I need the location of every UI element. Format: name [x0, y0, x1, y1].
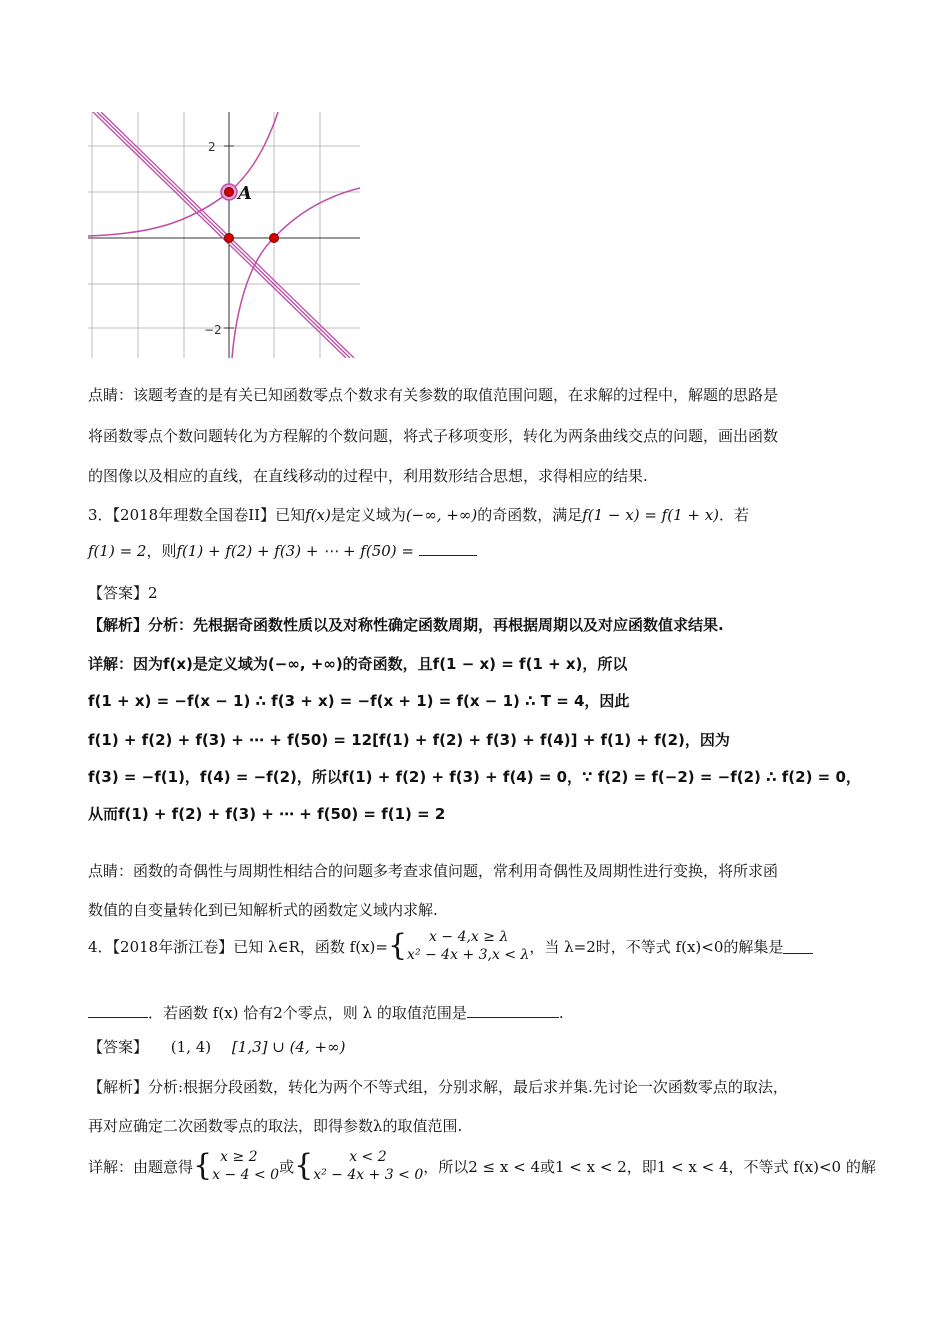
- q3-domain: (−∞, +∞): [405, 506, 478, 524]
- q4-analysis-2: 再对应确定二次函数零点的取法，即得参数λ的取值范围.: [88, 1117, 463, 1135]
- q4-system-1-brace-icon: {: [193, 1148, 213, 1183]
- q4-detail-c: ，所以2 ≤ x < 4或1 < x < 2，即1 < x < 4，不等式 f(x)<0 的解: [423, 1157, 876, 1176]
- q4-text-a: 4．【2018年浙江卷】已知 λ∈R，函数 f(x)=: [88, 937, 388, 956]
- q4-detail-or: 或: [279, 1157, 295, 1176]
- q3-analysis-1: 【解析】分析：先根据奇函数性质以及对称性确定函数周期，再根据周期以及对应函数值求结果.: [88, 616, 724, 634]
- q4-blank-1b: [88, 1003, 148, 1018]
- q4-text-l2end: .: [558, 1004, 564, 1022]
- q3-symmetry: f(1 − x) = f(1 + x): [582, 506, 720, 524]
- q4-text-l2: ．若函数 f(x) 恰有2个零点，则 λ 的取值范围是: [148, 1004, 467, 1022]
- q3-fx: f(x): [305, 506, 331, 524]
- q3-analysis-2: 详解：因为f(x)是定义域为(−∞, +∞)的奇函数，且f(1 − x) = f(1 + x)，所以: [88, 655, 628, 673]
- comment-2-line-1: 点睛：函数的奇偶性与周期性相结合的问题多考查求值问题，常利用奇偶性及周期性进行变换，将所求函: [88, 862, 779, 880]
- q4-answer: [88, 1036, 345, 1057]
- comment-2-line-2: 数值的自变量转化到已知解析式的函数定义域内求解.: [88, 901, 438, 919]
- q3-f1: f(1) = 2: [88, 542, 147, 560]
- q3-sum: f(1) + f(2) + f(3) + ⋯ + f(50) =: [176, 542, 414, 560]
- q3-answer-blank: [419, 541, 477, 556]
- q4-sys1-a: x ≥ 2: [220, 1149, 258, 1165]
- question-3-line-2: [88, 540, 477, 561]
- comment-1-line-3: 的图像以及相应的直线，在直线移动的过程中，利用数形结合思想，求得相应的结果.: [88, 467, 648, 485]
- q3-text-g: ．若: [719, 506, 750, 524]
- q4-case-2: x² − 4x + 3,x < λ: [407, 947, 530, 963]
- q4-answer-2: [1,3] ∪ (4, +∞): [231, 1038, 346, 1056]
- q3-analysis-3: f(1 + x) = −f(x − 1) ∴ f(3 + x) = −f(x + 1) = f(x − 1) ∴ T = 4，因此: [88, 692, 630, 710]
- tick-label-2: 2: [208, 140, 216, 154]
- intersection-point-origin: [225, 234, 234, 243]
- q4-blank-1a: [783, 939, 813, 954]
- q4-system-2-brace-icon: {: [294, 1148, 314, 1183]
- q4-analysis-3: [88, 1148, 876, 1198]
- q3-analysis-5: f(3) = −f(1)，f(4) = −f(2)，所以f(1) + f(2) + f(3) + f(4) = 0，∵ f(2) = f(−2) = −f(2) ∴ f(2) = 0，: [88, 768, 861, 786]
- q4-system-1: [193, 1148, 279, 1184]
- q4-system-2: [294, 1148, 423, 1184]
- intersection-point-1: [270, 234, 279, 243]
- q4-piecewise: [388, 928, 529, 964]
- point-a-label: A: [238, 183, 252, 204]
- q4-sys1-b: x − 4 < 0: [212, 1167, 280, 1183]
- comment-1-line-1: 点睛：该题考查的是有关已知函数零点个数求有关参数的取值范围问题，在求解的过程中，解题的思路是: [88, 386, 779, 404]
- tick-label-neg2: −2: [204, 323, 222, 337]
- log-curve: [232, 188, 360, 358]
- q3-text-c: 是定义域为: [330, 506, 406, 524]
- q3-analysis-6: 从而f(1) + f(2) + f(3) + ⋯ + f(50) = f(1) = 2: [88, 805, 446, 823]
- comment-1-line-2: 将函数零点个数问题转化为方程解的个数问题，将式子移项变形，转化为两条曲线交点的问题，画出函数: [88, 427, 779, 445]
- question-4-line-2: [88, 1002, 564, 1023]
- question-4-line-1: [88, 928, 813, 978]
- q4-answer-label: 【答案】: [88, 1038, 149, 1056]
- q4-sys2-b: x² − 4x + 3 < 0: [313, 1167, 424, 1183]
- q4-sys2-a: x < 2: [349, 1149, 387, 1165]
- q4-brace-icon: {: [387, 928, 408, 963]
- q3-text-e: 的奇函数，满足: [477, 506, 583, 524]
- moving-line: [93, 112, 354, 358]
- q4-answer-1: (1, 4): [170, 1038, 212, 1056]
- q4-case-1: x − 4,x ≥ λ: [429, 929, 509, 945]
- function-graph: [88, 112, 360, 358]
- question-3-line-1: [88, 504, 749, 525]
- q3-answer: 【答案】2: [88, 584, 158, 602]
- q4-blank-2: [467, 1003, 559, 1018]
- point-a: [225, 188, 234, 197]
- q3-text-a: 3．【2018年理数全国卷II】已知: [88, 506, 306, 524]
- q4-detail-a: 详解：由题意得: [88, 1157, 194, 1176]
- q4-analysis-1: 【解析】分析:根据分段函数，转化为两个不等式组，分别求解，最后求并集.先讨论一次函数零点的取法，: [88, 1078, 788, 1096]
- q4-text-b: ，当 λ=2时，不等式 f(x)<0的解集是: [529, 937, 784, 956]
- q3-analysis-4: f(1) + f(2) + f(3) + ⋯ + f(50) = 12[f(1) + f(2) + f(3) + f(4)] + f(1) + f(2)，因为: [88, 731, 730, 749]
- q3-text-then: ，则: [146, 542, 177, 560]
